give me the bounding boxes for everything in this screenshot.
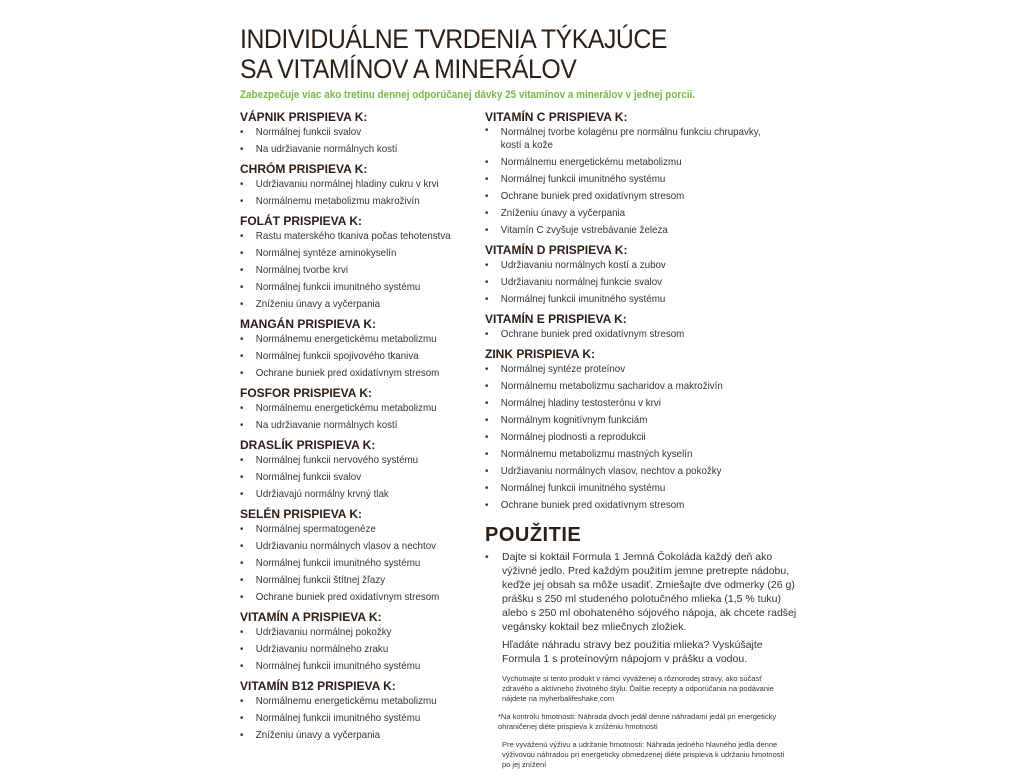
claim-item: • Na udržiavanie normálnych kostí bbox=[240, 417, 459, 434]
usage-paragraph-1: Dajte si koktail Formula 1 Jemná Čokoláda každý deň ako výživné jedlo. Pred každým použitím jemne pretrepte nádobu, keďže jej obsah sa môže usadiť. Zmiešajte dve odmerky (26 g) prášku s 250 ml studeného polotučného mlieka (1,5 % tuku) alebo s 250 ml obohateného sójového nápoja, ak chcete radšej vegánsky koktail bez mliečnych zložiek. bbox=[502, 551, 797, 633]
section-heading: FOSFOR PRISPIEVA K: bbox=[240, 386, 373, 400]
section-heading: DRASLÍK PRISPIEVA K: bbox=[240, 438, 376, 452]
section-heading: SELÉN PRISPIEVA K: bbox=[240, 507, 363, 521]
claim-item: • Normálnej plodnosti a reprodukcii bbox=[485, 429, 773, 446]
claim-item: • Ochrane buniek pred oxidatívnym stresom bbox=[240, 589, 459, 606]
claim-item: • Normálnej funkcii nervového systému bbox=[240, 452, 459, 469]
claim-list bbox=[240, 624, 476, 675]
claim-list bbox=[240, 452, 476, 503]
claim-item: • Normálnemu metabolizmu makroživín bbox=[240, 193, 459, 210]
claim-item: • Normálnemu energetickému metabolizmu bbox=[240, 331, 459, 348]
section-heading: VITAMÍN C PRISPIEVA K: bbox=[485, 110, 628, 124]
claim-list bbox=[240, 400, 476, 434]
claim-item: • Normálnemu metabolizmu sacharidov a makroživín bbox=[485, 378, 773, 395]
section-heading: ZINK PRISPIEVA K: bbox=[485, 347, 596, 361]
claim-item: • Ochrane buniek pred oxidatívnym stresom bbox=[240, 365, 459, 382]
claim-list bbox=[485, 326, 795, 343]
claim-item: • Udržiavaniu normálnej hladiny cukru v krvi bbox=[240, 176, 459, 193]
claim-item: • Ochrane buniek pred oxidatívnym stresom bbox=[485, 326, 773, 343]
claim-item: • Normálnej hladiny testosterónu v krvi bbox=[485, 395, 773, 412]
section-heading: VÁPNIK PRISPIEVA K: bbox=[240, 110, 368, 124]
claim-item: • Normálnej funkcii imunitného systému bbox=[485, 291, 773, 308]
claim-item: • Ochrane buniek pred oxidatívnym stresom bbox=[485, 188, 773, 205]
claim-item: • Normálnemu energetickému metabolizmu bbox=[240, 693, 459, 710]
claim-item: • Normálnej funkcii imunitného systému bbox=[240, 710, 459, 727]
left-column bbox=[240, 110, 476, 744]
usage-paragraph-2: Hľadáte náhradu stravy bez použitia mlieka? Vyskúšajte Formula 1 s proteínovým nápojom v prášku a vodou. bbox=[502, 639, 763, 665]
section-heading: VITAMÍN B12 PRISPIEVA K: bbox=[240, 679, 396, 693]
claim-item: • Normálnej funkcii imunitného systému bbox=[240, 279, 459, 296]
claim-list bbox=[485, 361, 795, 514]
claim-item: • Na udržiavanie normálnych kostí bbox=[240, 141, 459, 158]
claim-item: • Udržiavaniu normálnej pokožky bbox=[240, 624, 459, 641]
claim-list bbox=[240, 331, 476, 382]
section-heading: MANGÁN PRISPIEVA K: bbox=[240, 317, 377, 331]
bullet-icon: • bbox=[485, 551, 489, 563]
section-heading: CHRÓM PRISPIEVA K: bbox=[240, 162, 368, 176]
claim-item: • Normálnej syntéze aminokyselín bbox=[240, 245, 459, 262]
claim-item: • Ochrane buniek pred oxidatívnym stresom bbox=[485, 497, 773, 514]
right-sections bbox=[485, 110, 795, 514]
claim-item: • Normálnej funkcii svalov bbox=[240, 469, 459, 486]
section-heading: VITAMÍN D PRISPIEVA K: bbox=[485, 243, 628, 257]
claim-item: • Udržiavaniu normálnych vlasov a nechtov bbox=[240, 538, 459, 555]
right-column bbox=[485, 110, 795, 778]
title-line-1: INDIVIDUÁLNE TVRDENIA TÝKAJÚCE bbox=[240, 24, 667, 54]
page-title bbox=[240, 24, 755, 84]
usage-heading: POUŽITIE bbox=[485, 524, 582, 546]
section-heading: FOLÁT PRISPIEVA K: bbox=[240, 214, 363, 228]
claim-item: • Normálnemu energetickému metabolizmu bbox=[240, 400, 459, 417]
claim-item: • Udržiavaniu normálnej funkcie svalov bbox=[485, 274, 773, 291]
section-heading: VITAMÍN A PRISPIEVA K: bbox=[240, 610, 382, 624]
claim-item: • Normálnej funkcii imunitného systému bbox=[485, 171, 773, 188]
claim-list bbox=[240, 176, 476, 210]
claim-item: • Rastu materského tkaniva počas tehotenstva bbox=[240, 228, 459, 245]
claim-item: • Normálnym kognitívnym funkciám bbox=[485, 412, 773, 429]
claim-item: • Udržiavajú normálny krvný tlak bbox=[240, 486, 459, 503]
claim-item: • Zníženiu únavy a vyčerpania bbox=[240, 727, 459, 744]
footnote-weight-maintenance: Pre vyváženú výživu a udržanie hmotnosti: Náhrada jedného hlavného jedla denne výživovou náhradou pri energeticky obmedzenej diéte prispieva k udržaniu hmotnosti po jej znížení bbox=[502, 740, 785, 769]
section-heading: VITAMÍN E PRISPIEVA K: bbox=[485, 312, 627, 326]
claim-item: • Normálnej spermatogenéze bbox=[240, 521, 459, 538]
claim-item: • Normálnej funkcii svalov bbox=[240, 124, 459, 141]
claim-item: • Normálnej funkcii imunitného systému bbox=[240, 658, 459, 675]
claim-item: • Normálnej tvorbe kolagénu pre normálnu funkciu chrupavky, kostí a kože bbox=[485, 124, 773, 154]
claim-list bbox=[485, 124, 795, 239]
claim-item: • Normálnej syntéze proteínov bbox=[485, 361, 773, 378]
claim-item: • Udržiavaniu normálnych kostí a zubov bbox=[485, 257, 773, 274]
claim-item: • Normálnej funkcii imunitného systému bbox=[240, 555, 459, 572]
claim-list bbox=[240, 521, 476, 606]
claim-item: • Normálnej funkcii štítnej žľazy bbox=[240, 572, 459, 589]
claim-item: • Normálnej tvorbe krvi bbox=[240, 262, 459, 279]
claim-item: • Normálnej funkcii imunitného systému bbox=[485, 480, 773, 497]
claim-list bbox=[240, 693, 476, 744]
usage-text bbox=[485, 550, 802, 666]
claim-item: • Udržiavaniu normálnych vlasov, nechtov a pokožky bbox=[485, 463, 773, 480]
claim-item: • Normálnemu metabolizmu mastných kyselín bbox=[485, 446, 773, 463]
subtitle: Zabezpečuje viac ako tretinu dennej odporúčanej dávky 25 vitamínov a minerálov v jednej porcii. bbox=[240, 89, 696, 101]
claim-item: • Zníženiu únavy a vyčerpania bbox=[485, 205, 773, 222]
claim-list bbox=[240, 228, 476, 313]
title-line-2: SA VITAMÍNOV A MINERÁLOV bbox=[240, 54, 577, 84]
footnote-serving: Vychutnajte si tento produkt v rámci vyváženej a rôznorodej stravy, ako súčasť zdravého a aktívneho životného štýlu. Ďalšie recepty a odporúčania na podávanie nájdete na myherbalifeshake.com bbox=[502, 674, 774, 703]
claim-item: • Udržiavaniu normálneho zraku bbox=[240, 641, 459, 658]
footnote-weight-control: *Na kontrolu hmotnosti: Náhrada dvoch jedál denne náhradami jedál pri energeticky ohraničenej diéte prispieva k zníženiu hmotnosti bbox=[498, 712, 777, 731]
footnotes bbox=[485, 674, 792, 770]
claim-item: • Zníženiu únavy a vyčerpania bbox=[240, 296, 459, 313]
claim-list bbox=[485, 257, 795, 308]
claim-item: • Normálnemu energetickému metabolizmu bbox=[485, 154, 773, 171]
claim-item: • Vitamín C zvyšuje vstrebávanie železa bbox=[485, 222, 773, 239]
claim-item: • Normálnej funkcii spojivového tkaniva bbox=[240, 348, 459, 365]
claim-list bbox=[240, 124, 476, 158]
